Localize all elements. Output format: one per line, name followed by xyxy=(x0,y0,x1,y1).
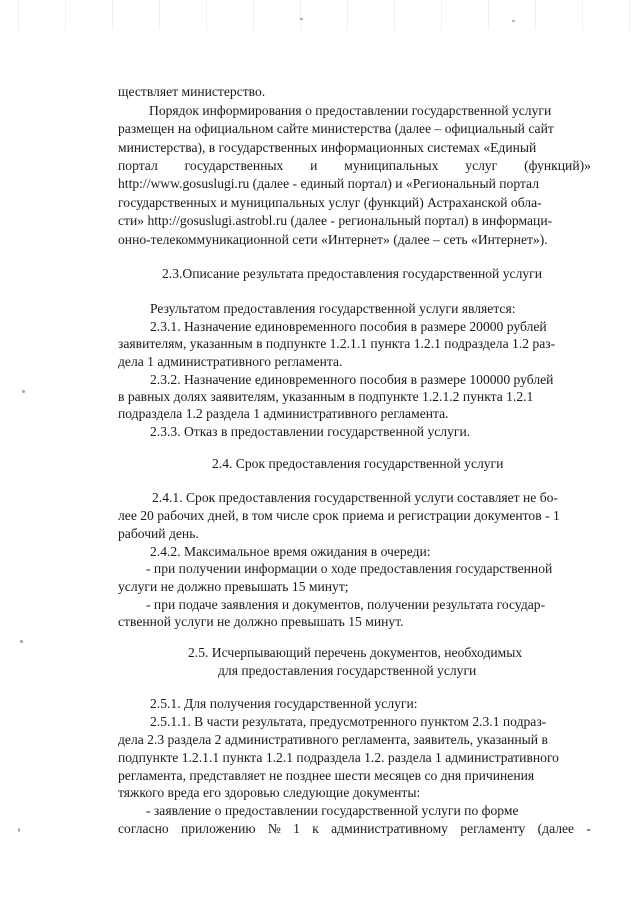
text-line: 2.3.2. Назначение единовременного пособия в размере 100000 рублей xyxy=(150,372,554,387)
text-line: подраздела 1.2 раздела 1 административного регламента. xyxy=(118,406,449,421)
scan-speck xyxy=(18,828,20,832)
text-line: рабочий день. xyxy=(118,526,199,541)
word: и xyxy=(310,158,318,173)
text-line: размещен на официальном сайте министерства (далее – официальный сайт xyxy=(118,121,554,136)
text-line: 2.4.2. Максимальное время ожидания в очереди: xyxy=(150,544,431,559)
word: государственных xyxy=(184,158,284,173)
text-line: дела 2.3 раздела 2 административного регламента, заявитель, указанный в xyxy=(118,732,548,747)
text-line: министерства), в государственных информационных системах «Единый xyxy=(118,140,537,155)
text-line: 2.3.1. Назначение единовременного пособия в размере 20000 рублей xyxy=(150,319,547,334)
word: - xyxy=(586,821,591,836)
text-line: - заявление о предоставлении государственной услуги по форме xyxy=(146,803,519,818)
text-line: http://www.gosuslugi.ru (далее - единый портал) и «Региональный портал xyxy=(118,176,539,191)
section-heading: 2.5. Исчерпывающий перечень документов, необходимых xyxy=(188,645,523,660)
scan-speck xyxy=(300,18,303,20)
word: приложению xyxy=(180,821,256,836)
word: услуг xyxy=(465,158,498,173)
scan-speck xyxy=(22,390,25,393)
text-line-justified xyxy=(118,158,591,174)
text-line: подпункте 1.2.1.1 пункта 1.2.1 подраздела 1.2. раздела 1 административного xyxy=(118,750,559,765)
text-line: 2.5.1.1. В части результата, предусмотренного пунктом 2.3.1 подраз- xyxy=(150,714,547,729)
text-line: заявителям, указанным в подпункте 1.2.1.1 пункта 1.2.1 подраздела 1.2 раз- xyxy=(118,336,556,351)
text-line: государственных и муниципальных услуг (функций) Астраханской обла- xyxy=(118,195,542,210)
word: № xyxy=(267,821,281,836)
text-line: лее 20 рабочих дней, в том числе срок приема и регистрации документов - 1 xyxy=(118,508,560,523)
text-line: онно-телекоммуникационной сети «Интернет» (далее – сеть «Интернет»). xyxy=(118,232,548,247)
text-line: - при подаче заявления и документов, получении результата государ- xyxy=(146,597,546,612)
text-line: 2.4.1. Срок предоставления государственной услуги составляет не бо- xyxy=(152,490,558,505)
text-line: услуги не должно превышать 15 минут; xyxy=(118,579,349,594)
word: (далее xyxy=(537,821,575,836)
text-line: Порядок информирования о предоставлении государственной услуги xyxy=(149,103,552,118)
word: (функций)» xyxy=(524,158,591,173)
scan-speck xyxy=(20,640,23,643)
section-heading: 2.4. Срок предоставления государственной услуги xyxy=(212,456,504,471)
text-line: регламента, представляет не позднее шести месяцев со дня причинения xyxy=(118,768,535,783)
word: регламенту xyxy=(460,821,526,836)
text-line: - при получении информации о ходе предоставления государственной xyxy=(146,561,553,576)
text-line: в равных долях заявителям, указанным в подпункте 1.2.1.2 пункта 1.2.1 xyxy=(118,389,534,404)
section-heading: для предоставления государственной услуги xyxy=(218,663,477,678)
text-line: 2.3.3. Отказ в предоставлении государственной услуги. xyxy=(150,424,471,439)
text-line: ственной услуги не должно превышать 15 минут. xyxy=(118,614,404,629)
word: административному xyxy=(331,821,448,836)
word: к xyxy=(312,821,319,836)
text-line-justified xyxy=(118,821,591,837)
text-line: сти» http://gosuslugi.astrobl.ru (далее - региональный портал) в информаци- xyxy=(118,213,553,228)
text-line: 2.5.1. Для получения государственной услуги: xyxy=(150,696,418,711)
text-line: ществляет министерство. xyxy=(118,84,266,99)
text-line: дела 1 административного регламента. xyxy=(118,354,343,369)
section-heading: 2.3.Описание результата предоставления государственной услуги xyxy=(162,266,542,281)
scan-speck xyxy=(512,20,515,22)
word: портал xyxy=(118,158,158,173)
text-line: тяжкого вреда его здоровью следующие документы: xyxy=(118,785,421,800)
text-line: Результатом предоставления государственной услуги является: xyxy=(150,301,516,316)
scan-artifact-top xyxy=(0,0,639,30)
word: согласно xyxy=(118,821,169,836)
word: муниципальных xyxy=(344,158,439,173)
word: 1 xyxy=(293,821,300,836)
